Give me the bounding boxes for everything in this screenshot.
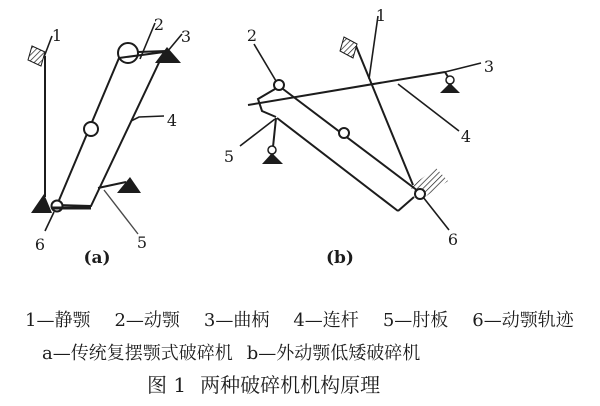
label-leader-6a [45,212,54,231]
label-leader-2b [254,44,276,81]
fixed-support-hatch-icon-b [340,37,357,58]
legend-item-5: 5—肘板 [382,310,449,331]
label-leader-1a [44,36,52,57]
crank-pivot-support-icon-b [440,83,460,93]
label-leader-5a [104,190,138,234]
moving-jaw-bar-a [57,52,164,206]
fixed-jaw-line-b [356,46,413,185]
label-leader-3b [445,63,481,72]
legend-item-1: 1—静颚 [25,310,91,331]
mid-joint-circle-b [339,128,349,138]
variant-item-b: b—外动颚低矮破碎机 [246,343,421,364]
jaw-bar-bottom-edge-b [277,118,398,211]
part-label-3b: 3 [483,57,495,76]
trajectory-circle-a [52,201,63,212]
fixed-support-hatch-icon-a [28,46,45,66]
part-label-4b: 4 [460,127,472,146]
legend-item-2: 2—动颚 [114,310,180,331]
part-label-5b: 5 [223,147,235,166]
part-label-3a: 3 [180,27,192,46]
label-leader-5b [240,119,275,146]
part-label-2a: 2 [153,15,165,34]
label-leader-1b [369,16,378,79]
legend-item-4: 4—连杆 [293,310,359,331]
variant-item-a: a—传统复摆颚式破碎机 [42,343,233,364]
toggle-pivot-support-icon-b [262,153,283,164]
part-label-6b: 6 [447,230,459,249]
part-label-5a: 5 [136,233,148,252]
caption-variants-line [42,339,434,365]
part-label-4a: 4 [166,111,178,130]
toggle-pivot-circle-b [268,146,276,154]
eccentric-joint-circle-a [118,43,138,63]
part-label-1b: 1 [375,6,387,25]
figure-title: 两种破碎机机构原理 [200,373,381,397]
diagram-b-tag: (b) [326,248,354,268]
jaw-top-joint-circle-b [274,80,284,90]
diagram-a-tag: (a) [83,248,111,268]
jaw-bar-right-cap-b [398,197,414,211]
part-label-2b: 2 [246,26,258,45]
label-leader-3a [167,34,182,52]
bottom-support-icon-a [31,194,52,213]
toggle-line-b [273,118,276,147]
legend-item-6: 6—动颚轨迹 [472,310,574,331]
diagram-a [28,15,191,268]
legend-item-3: 3—曲柄 [203,310,270,331]
part-label-6a: 6 [34,235,46,254]
label-leader-4a [131,116,164,121]
caption-legend-line [25,306,574,332]
diagram-b [224,6,494,268]
toggle-pivot-support-icon-a [117,177,141,193]
crank-pivot-circle-b [446,76,454,84]
part-label-1a: 1 [51,26,63,45]
label-leader-6b [423,197,449,230]
figure-number-label: 图 1 [147,373,187,397]
mid-joint-circle-a [84,122,98,136]
caption-title-line [147,369,394,398]
